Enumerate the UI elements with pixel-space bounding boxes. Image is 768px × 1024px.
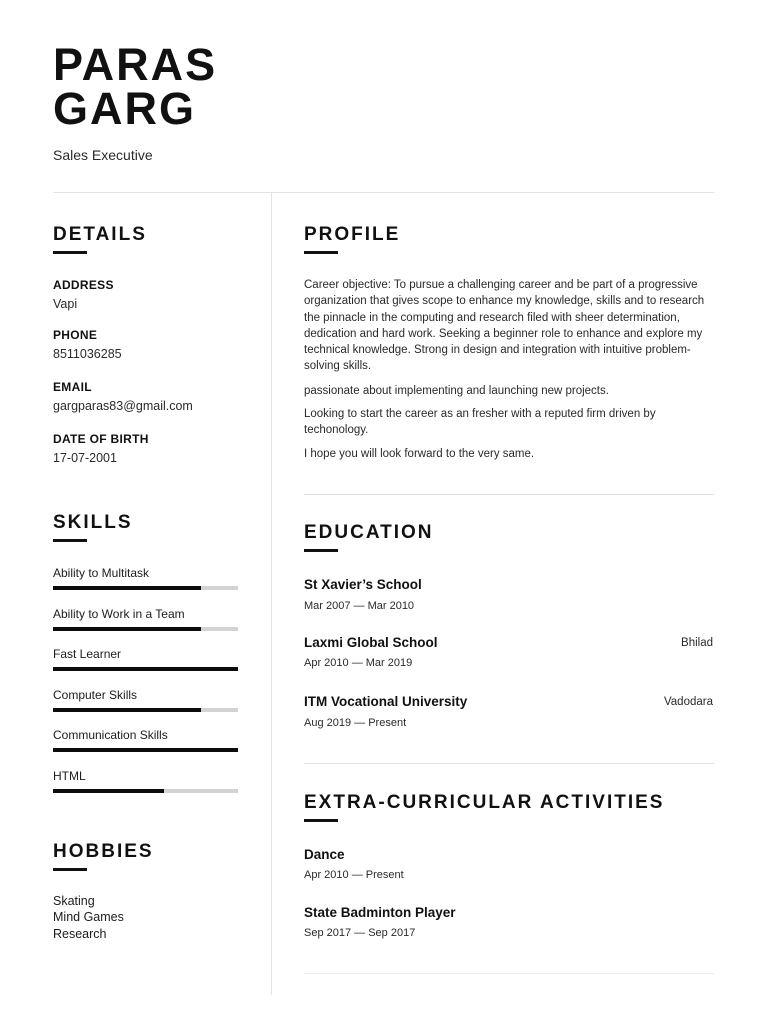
skills-underline: [53, 539, 87, 542]
hobby-item: Mind Games: [53, 910, 124, 924]
activity-name: Dance: [304, 847, 345, 862]
skill-level-bar: [53, 708, 238, 712]
address-value: Vapi: [53, 297, 78, 311]
address-label: ADDRESS: [53, 278, 114, 292]
phone-label: PHONE: [53, 328, 98, 342]
email-value: gargparas83@gmail.com: [53, 399, 193, 413]
profile-paragraph: I hope you will look forward to the very same.: [304, 448, 535, 460]
education-dates: Aug 2019 — Present: [304, 717, 407, 729]
skill-name: Ability to Multitask: [53, 566, 150, 580]
phone-value: 8511036285: [53, 347, 122, 361]
activity-name: State Badminton Player: [304, 905, 456, 920]
skill-level-bar: [53, 586, 238, 590]
education-location: Bhilad: [681, 637, 713, 649]
education-underline: [304, 549, 338, 552]
skill-name: Ability to Work in a Team: [53, 606, 185, 621]
education-school: Laxmi Global School: [304, 635, 438, 650]
skill-level-fill: [53, 586, 201, 590]
details-underline: [53, 251, 87, 254]
name-line-2: GARG: [53, 83, 196, 134]
profile-heading: PROFILE: [304, 224, 401, 245]
profile-paragraph: Looking to start the career as an fresher with a reputed firm driven by techonology.: [304, 408, 656, 437]
skill-level-bar: [53, 627, 238, 631]
skill-level-fill: [53, 789, 164, 793]
skill-level-bar: [53, 748, 238, 752]
education-heading: EDUCATION: [304, 522, 434, 543]
education-divider: [304, 763, 714, 764]
education-school: ITM Vocational University: [304, 694, 468, 709]
skills-heading: SKILLS: [53, 512, 133, 533]
hobbies-underline: [53, 868, 87, 871]
profile-paragraph: Career objective: To pursue a challenging career and be part of a progressive organization that gives scope to enhance my knowledge, skills and to research the pinnacle in the computing and research filed with sheer determination, dedication and hard work. Seeking a beginner role to enhance and explore my technical knowledge. Strong in design and integration with intuitive problem-solving skills.: [304, 279, 705, 373]
profile-paragraph: passionate about implementing and launching new projects.: [304, 385, 609, 397]
candidate-name: [53, 39, 218, 134]
activities-heading: EXTRA-CURRICULAR ACTIVITIES: [304, 792, 665, 813]
header-divider: [53, 192, 714, 193]
details-heading: DETAILS: [53, 224, 147, 245]
skill-level-bar: [53, 789, 238, 793]
activity-dates: Sep 2017 — Sep 2017: [304, 927, 416, 939]
hobby-item: Research: [53, 927, 107, 941]
skill-level-fill: [53, 627, 201, 631]
skill-name: Computer Skills: [53, 687, 138, 702]
profile-underline: [304, 251, 338, 254]
column-divider: [271, 193, 272, 995]
skill-level-fill: [53, 708, 201, 712]
activities-divider: [304, 973, 714, 974]
activities-underline: [304, 819, 338, 822]
skill-level-fill: [53, 748, 238, 752]
skill-name: Fast Learner: [53, 647, 122, 662]
skill-name: Communication Skills: [53, 728, 168, 743]
hobbies-heading: HOBBIES: [53, 841, 154, 862]
skill-name: HTML: [53, 769, 86, 783]
skill-level-bar: [53, 667, 238, 671]
education-dates: Apr 2010 — Mar 2019: [304, 657, 413, 669]
education-dates: Mar 2007 — Mar 2010: [304, 600, 415, 612]
activity-dates: Apr 2010 — Present: [304, 869, 404, 881]
dob-label: DATE OF BIRTH: [53, 432, 149, 446]
job-title: Sales Executive: [53, 147, 153, 163]
hobby-item: Skating: [53, 894, 95, 908]
skill-level-fill: [53, 667, 238, 671]
email-label: EMAIL: [53, 380, 92, 394]
education-school: St Xavier’s School: [304, 577, 422, 592]
name-line-1: PARAS: [53, 39, 218, 90]
profile-divider: [304, 494, 714, 495]
education-location: Vadodara: [663, 696, 713, 708]
dob-value: 17-07-2001: [53, 451, 117, 465]
